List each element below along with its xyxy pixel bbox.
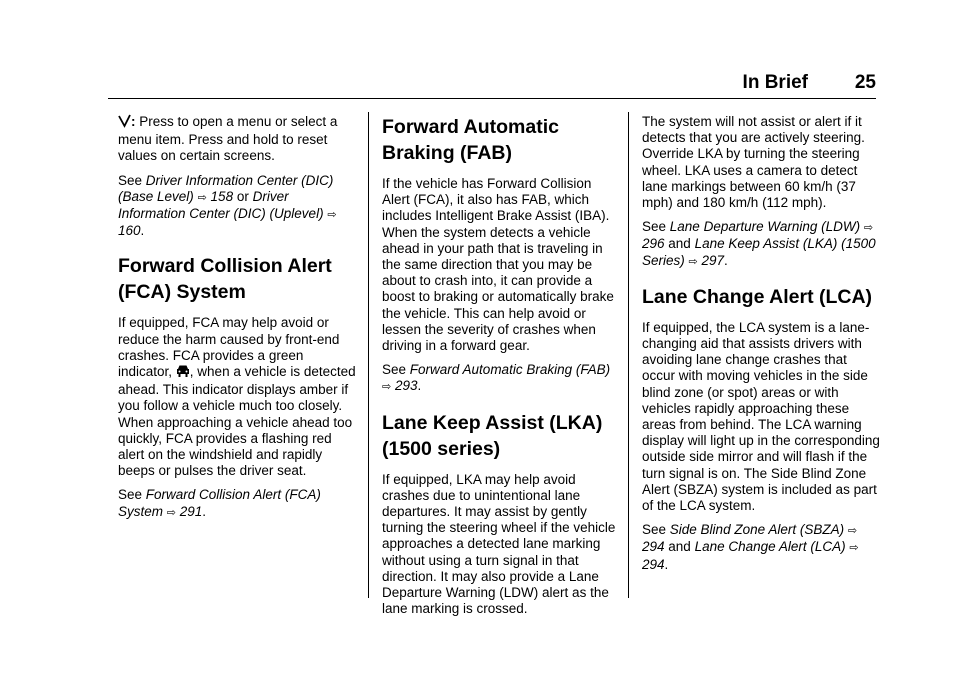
page-ref-291[interactable]: 291	[179, 503, 203, 519]
page-ref-158[interactable]: 158	[210, 188, 234, 204]
period: .	[724, 252, 728, 268]
checkmark-colon: :	[131, 114, 136, 129]
select-button-description	[118, 114, 358, 165]
heading-lca: Lane Change Alert (LCA)	[642, 285, 873, 308]
period: .	[202, 503, 207, 519]
page-reference-arrow-icon: ⇨	[327, 209, 337, 222]
see-reference-fca	[118, 487, 358, 520]
page-reference-arrow-icon: ⇨	[863, 222, 874, 235]
lka-description: If equipped, LKA may help avoid crashes due to unintentional lane departures. It may assist by gently turning the steering wheel if the vehicle approaches a detected lane marking without using a turn signal in that direction. It may also provide a Lane Departure Warning (LDW) alert as the lane marking is crossed.	[382, 471, 616, 617]
see-reference-sbza-lca	[642, 522, 882, 573]
link-fca[interactable]: Forward Collision Alert (FCA) System	[118, 487, 321, 519]
see-reference-fab	[382, 362, 618, 395]
page-reference-arrow-icon: ⇨	[382, 381, 392, 394]
link-sbza[interactable]: Side Blind Zone Alert (SBZA)	[669, 522, 845, 538]
section-title: In Brief	[742, 72, 808, 93]
fca-description	[118, 315, 358, 479]
and-text: and	[664, 236, 695, 252]
column-1	[118, 114, 358, 529]
page-ref-294b[interactable]: 294	[642, 556, 665, 572]
see-reference-dic	[118, 173, 358, 240]
lka-override-description: The system will not assist or alert if it detects that you are actively steering. Override LKA by turning the steering wheel. LKA uses a camera to detect lane markings between 60 km/h (37 mph) and 180 km/h (112 mph).	[642, 114, 865, 211]
heading-lka: Lane Keep Assist (LKA) (1500 series)	[382, 411, 603, 460]
column-divider	[368, 112, 369, 598]
column-3	[642, 114, 882, 581]
see-label: See	[642, 219, 670, 235]
see-label: See	[382, 362, 410, 378]
lca-description: If equipped, the LCA system is a lane-changing aid that assists drivers with avoiding lane change crashes that occur with moving vehicles in the side blind zone (or spot) areas or with vehicles rapidly approaching these areas from behind. The LCA warning display will light up in the corresponding outside side mirror and will flash if the turn signal is on. The Side Blind Zone Alert (SBZA) system is included as part of the LCA system.	[642, 319, 880, 514]
page-reference-arrow-icon: ⇨	[688, 255, 698, 268]
vehicle-ahead-icon	[176, 364, 190, 382]
see-label: See	[118, 172, 146, 188]
fab-description: If the vehicle has Forward Collision Alert (FCA), it also has FAB, which includes Intelligent Brake Assist (IBA). When the system detects a vehicle ahead in your path that is traveling in the same direction that you may be about to crash into, it can provide a boost to braking or automatically brake the vehicle. This can help avoid or lessen the severity of crashes when driving in a forward gear.	[382, 176, 614, 354]
period: .	[140, 223, 145, 239]
or-text: or	[233, 188, 253, 204]
period: .	[664, 556, 669, 572]
period: .	[417, 378, 422, 394]
link-lka[interactable]: Lane Keep Assist (LKA) (1500 Series)	[642, 236, 876, 268]
fca-text-a: If equipped, FCA may help avoid or reduce the harm caused by front-end crashes. FCA provides a green indicator,	[118, 315, 340, 380]
column-divider	[628, 112, 629, 598]
link-lca[interactable]: Lane Change Alert (LCA)	[694, 539, 846, 555]
and-text: and	[664, 539, 695, 555]
page-reference-arrow-icon: ⇨	[847, 525, 858, 538]
page-reference-arrow-icon: ⇨	[166, 506, 176, 519]
page-ref-296[interactable]: 296	[642, 236, 665, 252]
link-dic-base[interactable]: Driver Information Center (DIC) (Base Level)	[118, 172, 334, 204]
link-fab[interactable]: Forward Automatic Braking (FAB)	[409, 362, 611, 378]
page-number: 25	[854, 72, 876, 93]
page-reference-arrow-icon: ⇨	[849, 542, 859, 555]
page-ref-294[interactable]: 294	[642, 539, 665, 555]
heading-fab: Forward Automatic Braking (FAB)	[382, 116, 559, 164]
select-button-text: Press to open a menu or select a menu item. Press and hold to reset values on certain screens.	[118, 114, 338, 164]
page-ref-297[interactable]: 297	[701, 252, 725, 268]
checkmark-icon	[118, 114, 131, 132]
fca-text-b: , when a vehicle is detected ahead. This indicator displays amber if you follow a vehicle much too closely. When approaching a vehicle ahead too quickly, FCA provides a flashing red alert on the windshield and rapidly beeps or pulses the driver seat.	[118, 364, 356, 479]
page-ref-160[interactable]: 160	[118, 223, 141, 239]
link-ldw[interactable]: Lane Departure Warning (LDW)	[669, 219, 861, 235]
page-reference-arrow-icon: ⇨	[197, 191, 207, 204]
see-reference-ldw-lka	[642, 219, 882, 270]
see-label: See	[642, 522, 670, 538]
heading-fca: Forward Collision Alert (FCA) System	[118, 255, 332, 304]
link-dic-uplevel[interactable]: Driver Information Center (DIC) (Uplevel)	[118, 188, 324, 222]
page-ref-293[interactable]: 293	[394, 378, 418, 394]
page-header	[108, 70, 876, 99]
column-2	[382, 114, 618, 625]
see-label: See	[118, 487, 146, 503]
